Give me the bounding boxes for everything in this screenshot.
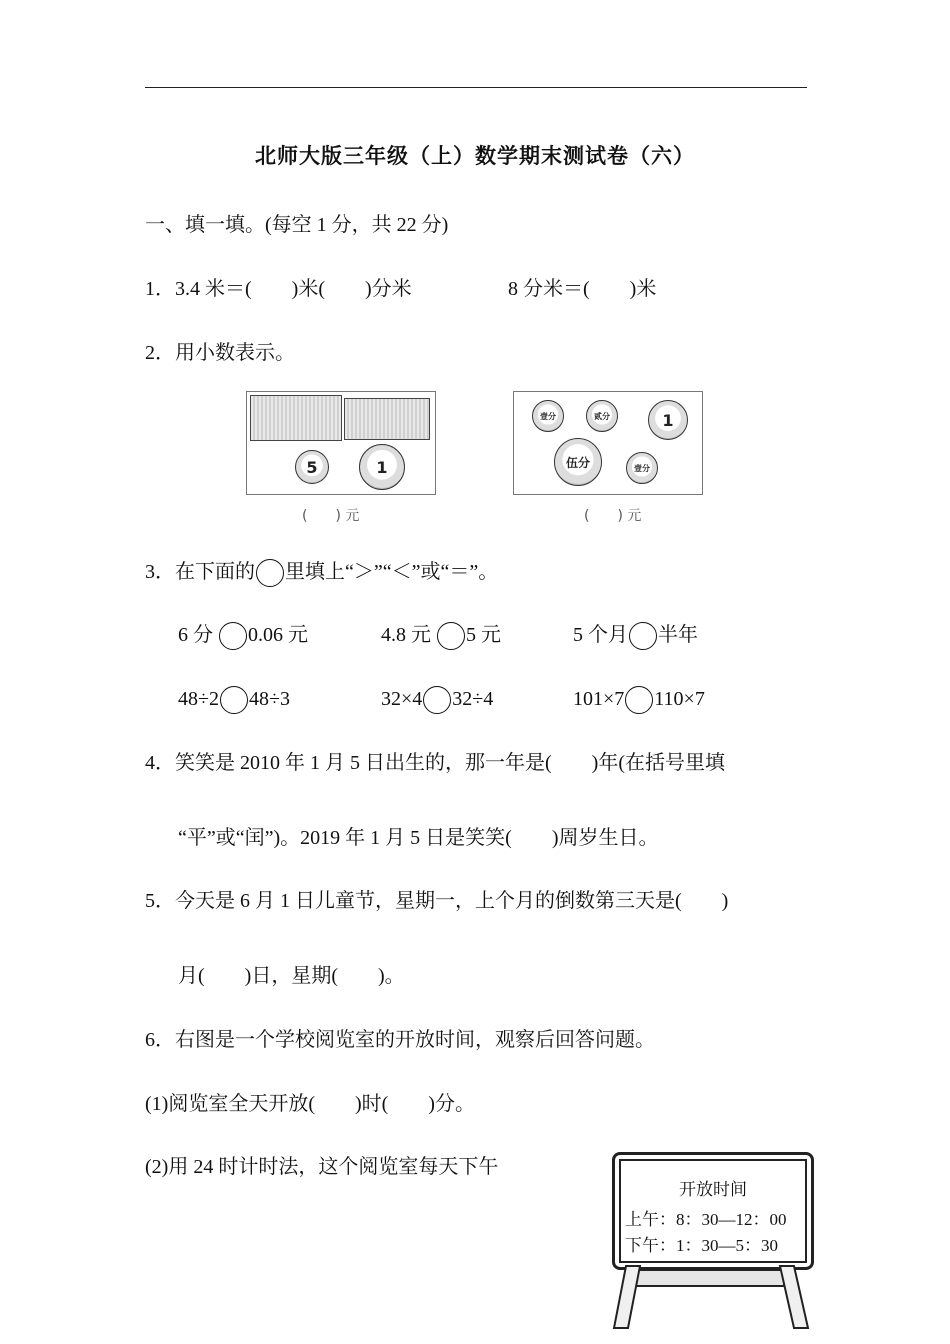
- caption-right: ( ) 元: [584, 508, 642, 524]
- coin-2-fen: 贰分: [586, 400, 618, 432]
- question-5-line-1: 5．今天是 6 月 1 日儿童节，星期一，上个月的倒数第三天是( ): [145, 890, 729, 912]
- opening-hours-board: [612, 1152, 814, 1270]
- question-1b: 8 分米＝( )米: [508, 278, 657, 300]
- board-legs: [612, 1262, 816, 1332]
- compare-row-1-item-1: 6 分 0.06 元: [178, 622, 308, 650]
- compare-row-2-item-2: 32×4 32÷4: [381, 686, 493, 714]
- coin-1-fen: 壹分: [532, 400, 564, 432]
- compare-circle-5[interactable]: [423, 686, 451, 714]
- page-title: 北师大版三年级（上）数学期末测试卷（六）: [255, 144, 695, 168]
- question-6-1: (1)阅览室全天开放( )时( )分。: [145, 1093, 475, 1115]
- section-heading: 一、填一填。(每空 1 分，共 22 分): [145, 214, 449, 236]
- ten-yuan-note: [250, 395, 342, 441]
- coin-1-jiao: 1: [648, 400, 688, 440]
- compare-circle-4[interactable]: [220, 686, 248, 714]
- question-6-2: (2)用 24 时计时法，这个阅览室每天下午: [145, 1156, 499, 1178]
- question-5-line-2: 月( )日，星期( )。: [178, 965, 405, 987]
- coin-5-fen: 伍分: [554, 438, 602, 486]
- compare-row-1-item-2: 4.8 元 5 元: [381, 622, 501, 650]
- question-1a: 1．3.4 米＝( )米( )分米: [145, 278, 412, 300]
- board-legs-icon: [612, 1262, 816, 1332]
- board-title: 开放时间: [679, 1180, 747, 1199]
- compare-row-2-item-3: 101×7 110×7: [573, 686, 705, 714]
- question-3: 3．在下面的 里填上“＞”“＜”或“＝”。: [145, 559, 498, 587]
- compare-circle-6[interactable]: [625, 686, 653, 714]
- compare-circle-1[interactable]: [219, 622, 247, 650]
- caption-left: ( ) 元: [302, 508, 360, 524]
- circle-icon: [256, 559, 284, 587]
- money-image-left: [246, 391, 436, 495]
- banknote: [344, 398, 430, 440]
- coin-5-jiao: 5: [295, 450, 329, 484]
- header-rule: [145, 87, 807, 88]
- coin-1-yuan: 1: [359, 444, 405, 490]
- question-6: 6．右图是一个学校阅览室的开放时间，观察后回答问题。: [145, 1029, 655, 1051]
- coins-image-right: [513, 391, 703, 495]
- compare-row-1-item-3: 5 个月 半年: [573, 622, 698, 650]
- question-4-line-2: “平”或“闰”)。2019 年 1 月 5 日是笑笑( )周岁生日。: [178, 827, 659, 849]
- compare-circle-3[interactable]: [629, 622, 657, 650]
- coin-1-fen-small: 壹分: [626, 452, 658, 484]
- board-afternoon: 下午：1：30—5：30: [625, 1236, 778, 1255]
- compare-row-2-item-1: 48÷2 48÷3: [178, 686, 290, 714]
- question-4-line-1: 4．笑笑是 2010 年 1 月 5 日出生的，那一年是( )年(在括号里填: [145, 752, 725, 774]
- question-2: 2．用小数表示。: [145, 342, 295, 364]
- compare-circle-2[interactable]: [437, 622, 465, 650]
- board-panel: [619, 1159, 807, 1263]
- board-morning: 上午：8：30—12：00: [625, 1210, 787, 1229]
